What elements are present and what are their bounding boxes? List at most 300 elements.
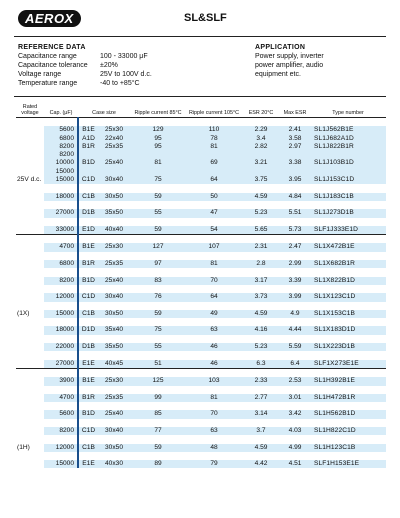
case-code-cell bbox=[78, 252, 98, 260]
ripple-105-cell bbox=[186, 118, 242, 127]
capacitance-cell bbox=[44, 184, 78, 192]
voltage-cell: (1H) bbox=[16, 444, 44, 452]
type-number-cell: SL1X153C1B bbox=[310, 310, 386, 318]
voltage-cell bbox=[16, 193, 44, 201]
max-esr-cell: 2.47 bbox=[280, 243, 310, 251]
capacitance-cell: 15000 bbox=[44, 176, 78, 184]
ripple-85-cell bbox=[130, 285, 186, 293]
case-code-cell: E1D bbox=[78, 226, 98, 235]
table-row bbox=[16, 419, 386, 427]
capacitance-cell: 8200 bbox=[44, 427, 78, 435]
capacitance-cell bbox=[44, 452, 78, 460]
capacitance-cell: 15000 bbox=[44, 460, 78, 468]
ripple-105-cell: 69 bbox=[186, 159, 242, 167]
ripple-85-cell bbox=[130, 201, 186, 209]
capacitance-cell bbox=[44, 335, 78, 343]
case-size-cell: 25x35 bbox=[98, 394, 130, 402]
esr-cell: 2.31 bbox=[242, 243, 280, 251]
col-case-size: Case size bbox=[78, 100, 130, 118]
max-esr-cell: 6.4 bbox=[280, 360, 310, 369]
type-number-cell: SL1H392B1E bbox=[310, 377, 386, 385]
case-size-cell: 35x50 bbox=[98, 343, 130, 351]
case-code-cell bbox=[78, 302, 98, 310]
reference-row: Temperature range -40 to +85°C bbox=[18, 80, 140, 87]
ripple-85-cell: 75 bbox=[130, 326, 186, 334]
ripple-85-cell: 76 bbox=[130, 293, 186, 301]
case-code-cell: B1E bbox=[78, 243, 98, 251]
max-esr-cell: 4.03 bbox=[280, 427, 310, 435]
ripple-85-cell bbox=[130, 452, 186, 460]
case-code-cell: C1D bbox=[78, 176, 98, 184]
max-esr-cell: 4.9 bbox=[280, 310, 310, 318]
ripple-85-cell: 59 bbox=[130, 226, 186, 235]
max-esr-cell: 3.58 bbox=[280, 135, 310, 143]
voltage-cell bbox=[16, 209, 44, 217]
esr-cell: 2.8 bbox=[242, 260, 280, 268]
voltage-cell bbox=[16, 318, 44, 326]
case-size-cell: 30x50 bbox=[98, 444, 130, 452]
esr-cell: 2.29 bbox=[242, 126, 280, 134]
type-number-cell: SLF1J333E1D bbox=[310, 226, 386, 235]
esr-cell: 3.75 bbox=[242, 176, 280, 184]
capacitance-cell: 27000 bbox=[44, 209, 78, 217]
capacitance-cell: 6800 bbox=[44, 260, 78, 268]
table-row bbox=[16, 209, 386, 217]
ripple-105-cell: 63 bbox=[186, 326, 242, 334]
ripple-85-cell: 77 bbox=[130, 427, 186, 435]
ripple-105-cell bbox=[186, 268, 242, 276]
table-row bbox=[16, 143, 386, 151]
max-esr-cell: 4.84 bbox=[280, 193, 310, 201]
case-size-cell: 30x50 bbox=[98, 193, 130, 201]
type-number-cell bbox=[310, 118, 386, 127]
col-type-number: Type number bbox=[310, 100, 386, 118]
table-row bbox=[16, 159, 386, 167]
ripple-85-cell: 81 bbox=[130, 159, 186, 167]
esr-cell: 4.59 bbox=[242, 193, 280, 201]
voltage-cell bbox=[16, 368, 44, 377]
esr-cell: 3.17 bbox=[242, 277, 280, 285]
type-number-cell: SL1J682A1D bbox=[310, 135, 386, 143]
esr-cell: 2.82 bbox=[242, 143, 280, 151]
type-number-cell bbox=[310, 168, 386, 176]
table-row bbox=[16, 243, 386, 251]
table-row bbox=[16, 335, 386, 343]
case-code-cell bbox=[78, 452, 98, 460]
capacitance-cell: 5600 bbox=[44, 126, 78, 134]
ripple-85-cell: 51 bbox=[130, 360, 186, 369]
case-size-cell bbox=[98, 201, 130, 209]
case-size-cell bbox=[98, 285, 130, 293]
max-esr-cell: 3.38 bbox=[280, 159, 310, 167]
case-code-cell: C1B bbox=[78, 310, 98, 318]
esr-cell: 5.23 bbox=[242, 343, 280, 351]
type-number-cell: SL1H123C1B bbox=[310, 444, 386, 452]
col-ripple-105: Ripple current 105°C bbox=[186, 100, 242, 118]
type-number-cell bbox=[310, 151, 386, 159]
type-number-cell bbox=[310, 386, 386, 394]
application-line: power amplifier, audio bbox=[255, 62, 324, 69]
ripple-105-cell: 79 bbox=[186, 460, 242, 468]
ripple-105-cell bbox=[186, 402, 242, 410]
case-code-cell: B1D bbox=[78, 277, 98, 285]
ripple-105-cell: 107 bbox=[186, 243, 242, 251]
esr-cell: 3.7 bbox=[242, 427, 280, 435]
case-size-cell bbox=[98, 218, 130, 226]
ripple-85-cell: 59 bbox=[130, 310, 186, 318]
esr-cell bbox=[242, 168, 280, 176]
case-code-cell bbox=[78, 368, 98, 377]
voltage-cell bbox=[16, 285, 44, 293]
ripple-105-cell: 70 bbox=[186, 410, 242, 418]
case-size-cell bbox=[98, 268, 130, 276]
ripple-85-cell: 59 bbox=[130, 444, 186, 452]
ripple-85-cell bbox=[130, 151, 186, 159]
esr-cell: 6.3 bbox=[242, 360, 280, 369]
voltage-cell bbox=[16, 218, 44, 226]
ripple-85-cell bbox=[130, 335, 186, 343]
capacitance-cell bbox=[44, 268, 78, 276]
capacitance-cell bbox=[44, 302, 78, 310]
type-number-cell bbox=[310, 218, 386, 226]
esr-cell: 2.33 bbox=[242, 377, 280, 385]
case-code-cell bbox=[78, 351, 98, 359]
case-code-cell: D1B bbox=[78, 209, 98, 217]
voltage-cell bbox=[16, 410, 44, 418]
type-number-cell: SL1J562B1E bbox=[310, 126, 386, 134]
ripple-105-cell: 70 bbox=[186, 277, 242, 285]
table-row bbox=[16, 452, 386, 460]
voltage-cell bbox=[16, 201, 44, 209]
case-code-cell bbox=[78, 168, 98, 176]
max-esr-cell bbox=[280, 118, 310, 127]
capacitance-cell bbox=[44, 419, 78, 427]
application-heading: APPLICATION bbox=[255, 44, 306, 51]
type-number-cell: SL1H562B1D bbox=[310, 410, 386, 418]
case-code-cell: E1E bbox=[78, 460, 98, 468]
esr-cell bbox=[242, 235, 280, 244]
esr-cell: 3.4 bbox=[242, 135, 280, 143]
type-number-cell: SL1X682B1R bbox=[310, 260, 386, 268]
type-number-cell bbox=[310, 368, 386, 377]
ripple-85-cell bbox=[130, 118, 186, 127]
max-esr-cell bbox=[280, 268, 310, 276]
capacitance-cell: 6800 bbox=[44, 135, 78, 143]
voltage-cell bbox=[16, 427, 44, 435]
case-code-cell bbox=[78, 285, 98, 293]
esr-cell: 3.14 bbox=[242, 410, 280, 418]
ripple-85-cell: 85 bbox=[130, 410, 186, 418]
table-row bbox=[16, 302, 386, 310]
max-esr-cell bbox=[280, 435, 310, 443]
type-number-cell bbox=[310, 252, 386, 260]
esr-cell: 5.23 bbox=[242, 209, 280, 217]
table-row bbox=[16, 193, 386, 201]
voltage-cell bbox=[16, 226, 44, 235]
max-esr-cell bbox=[280, 201, 310, 209]
table-row bbox=[16, 368, 386, 377]
ripple-105-cell bbox=[186, 318, 242, 326]
case-code-cell: C1B bbox=[78, 193, 98, 201]
ripple-85-cell: 55 bbox=[130, 209, 186, 217]
esr-cell bbox=[242, 318, 280, 326]
case-size-cell: 40x40 bbox=[98, 226, 130, 235]
case-size-cell: 40x45 bbox=[98, 360, 130, 369]
case-code-cell: B1E bbox=[78, 377, 98, 385]
max-esr-cell bbox=[280, 218, 310, 226]
case-code-cell bbox=[78, 435, 98, 443]
col-ripple-85: Ripple current 85°C bbox=[130, 100, 186, 118]
case-code-cell bbox=[78, 318, 98, 326]
esr-cell bbox=[242, 201, 280, 209]
capacitance-cell bbox=[44, 351, 78, 359]
ripple-85-cell: 99 bbox=[130, 394, 186, 402]
type-number-cell: SLF1X273E1E bbox=[310, 360, 386, 369]
type-number-cell bbox=[310, 302, 386, 310]
table-row bbox=[16, 218, 386, 226]
voltage-cell bbox=[16, 377, 44, 385]
type-number-cell bbox=[310, 318, 386, 326]
ripple-105-cell bbox=[186, 151, 242, 159]
ripple-85-cell bbox=[130, 318, 186, 326]
ripple-105-cell: 78 bbox=[186, 135, 242, 143]
table-row bbox=[16, 444, 386, 452]
ripple-105-cell bbox=[186, 168, 242, 176]
table-row bbox=[16, 360, 386, 369]
col-esr: ESR 20°C bbox=[242, 100, 280, 118]
max-esr-cell: 2.99 bbox=[280, 260, 310, 268]
case-size-cell: 40x30 bbox=[98, 460, 130, 468]
esr-cell: 4.59 bbox=[242, 444, 280, 452]
voltage-cell bbox=[16, 260, 44, 268]
voltage-cell bbox=[16, 435, 44, 443]
type-number-cell: SL1J822B1R bbox=[310, 143, 386, 151]
max-esr-cell bbox=[280, 285, 310, 293]
type-number-cell: SL1X183D1D bbox=[310, 326, 386, 334]
case-size-cell: 25x30 bbox=[98, 377, 130, 385]
voltage-cell bbox=[16, 277, 44, 285]
max-esr-cell: 5.73 bbox=[280, 226, 310, 235]
esr-cell bbox=[242, 302, 280, 310]
case-code-cell: C1D bbox=[78, 427, 98, 435]
ripple-105-cell: 46 bbox=[186, 343, 242, 351]
case-size-cell: 30x40 bbox=[98, 293, 130, 301]
esr-cell: 3.73 bbox=[242, 293, 280, 301]
voltage-cell bbox=[16, 184, 44, 192]
case-size-cell bbox=[98, 118, 130, 127]
table-row bbox=[16, 285, 386, 293]
esr-cell bbox=[242, 386, 280, 394]
case-size-cell: 25x30 bbox=[98, 243, 130, 251]
ripple-105-cell bbox=[186, 452, 242, 460]
table-header-row bbox=[16, 100, 386, 118]
ripple-105-cell: 81 bbox=[186, 260, 242, 268]
case-code-cell bbox=[78, 201, 98, 209]
esr-cell bbox=[242, 335, 280, 343]
aerox-logo: AEROX bbox=[18, 10, 81, 27]
case-code-cell bbox=[78, 118, 98, 127]
col-rated-voltage: Rated voltage bbox=[16, 100, 44, 118]
case-size-cell: 30x50 bbox=[98, 310, 130, 318]
case-size-cell bbox=[98, 318, 130, 326]
case-size-cell bbox=[98, 402, 130, 410]
max-esr-cell bbox=[280, 235, 310, 244]
table-row bbox=[16, 260, 386, 268]
voltage-cell bbox=[16, 452, 44, 460]
table-row bbox=[16, 351, 386, 359]
ripple-105-cell bbox=[186, 386, 242, 394]
max-esr-cell bbox=[280, 351, 310, 359]
max-esr-cell bbox=[280, 419, 310, 427]
max-esr-cell bbox=[280, 386, 310, 394]
ripple-85-cell bbox=[130, 419, 186, 427]
max-esr-cell: 4.44 bbox=[280, 326, 310, 334]
type-number-cell: SL1J153C1D bbox=[310, 176, 386, 184]
max-esr-cell: 4.51 bbox=[280, 460, 310, 468]
capacitance-cell: 12000 bbox=[44, 293, 78, 301]
voltage-cell bbox=[16, 243, 44, 251]
voltage-cell bbox=[16, 402, 44, 410]
ripple-85-cell bbox=[130, 252, 186, 260]
table-row bbox=[16, 293, 386, 301]
max-esr-cell bbox=[280, 368, 310, 377]
max-esr-cell bbox=[280, 151, 310, 159]
type-number-cell bbox=[310, 435, 386, 443]
case-size-cell: 30x40 bbox=[98, 176, 130, 184]
case-size-cell bbox=[98, 184, 130, 192]
type-number-cell: SL1X472B1E bbox=[310, 243, 386, 251]
type-number-cell bbox=[310, 452, 386, 460]
table-row bbox=[16, 427, 386, 435]
max-esr-cell: 3.01 bbox=[280, 394, 310, 402]
max-esr-cell: 5.51 bbox=[280, 209, 310, 217]
table-row bbox=[16, 460, 386, 468]
col-max-esr: Max ESR bbox=[280, 100, 310, 118]
ripple-85-cell: 55 bbox=[130, 343, 186, 351]
case-code-cell: B1D bbox=[78, 159, 98, 167]
ripple-105-cell: 64 bbox=[186, 293, 242, 301]
ripple-105-cell: 54 bbox=[186, 226, 242, 235]
reference-data bbox=[18, 43, 208, 88]
ripple-105-cell: 63 bbox=[186, 427, 242, 435]
type-number-cell bbox=[310, 285, 386, 293]
table-row bbox=[16, 252, 386, 260]
type-number-cell bbox=[310, 419, 386, 427]
max-esr-cell: 5.59 bbox=[280, 343, 310, 351]
case-size-cell bbox=[98, 168, 130, 176]
capacitance-cell bbox=[44, 218, 78, 226]
voltage-cell: 25V d.c. bbox=[16, 176, 44, 184]
esr-cell: 3.21 bbox=[242, 159, 280, 167]
case-size-cell: 25x40 bbox=[98, 277, 130, 285]
type-number-cell: SL1H822C1D bbox=[310, 427, 386, 435]
case-size-cell bbox=[98, 235, 130, 244]
table-row bbox=[16, 201, 386, 209]
table-row bbox=[16, 435, 386, 443]
reference-heading: REFERENCE DATA bbox=[18, 44, 86, 51]
esr-cell: 4.42 bbox=[242, 460, 280, 468]
capacitance-cell: 15000 bbox=[44, 168, 78, 176]
ripple-105-cell: 48 bbox=[186, 444, 242, 452]
ripple-85-cell bbox=[130, 235, 186, 244]
table-row bbox=[16, 410, 386, 418]
case-code-cell bbox=[78, 268, 98, 276]
reference-row: Capacitance tolerance ±20% bbox=[18, 62, 118, 69]
case-size-cell: 25x30 bbox=[98, 126, 130, 134]
case-size-cell bbox=[98, 452, 130, 460]
voltage-cell bbox=[16, 302, 44, 310]
esr-cell bbox=[242, 268, 280, 276]
ripple-105-cell bbox=[186, 368, 242, 377]
ripple-105-cell bbox=[186, 218, 242, 226]
case-code-cell: E1E bbox=[78, 360, 98, 369]
ripple-105-cell: 64 bbox=[186, 176, 242, 184]
case-size-cell: 25x40 bbox=[98, 410, 130, 418]
case-code-cell: C1B bbox=[78, 444, 98, 452]
case-size-cell: 35x50 bbox=[98, 209, 130, 217]
table-row bbox=[16, 135, 386, 143]
max-esr-cell: 3.42 bbox=[280, 410, 310, 418]
case-size-cell bbox=[98, 435, 130, 443]
voltage-cell bbox=[16, 159, 44, 167]
max-esr-cell bbox=[280, 184, 310, 192]
col-capacitance: Cap. (μF) bbox=[44, 100, 78, 118]
type-number-cell bbox=[310, 201, 386, 209]
ripple-105-cell bbox=[186, 435, 242, 443]
table-row bbox=[16, 318, 386, 326]
type-number-cell bbox=[310, 351, 386, 359]
case-size-cell bbox=[98, 419, 130, 427]
ripple-105-cell bbox=[186, 302, 242, 310]
voltage-cell bbox=[16, 143, 44, 151]
capacitance-cell bbox=[44, 368, 78, 377]
voltage-cell bbox=[16, 135, 44, 143]
type-number-cell bbox=[310, 335, 386, 343]
case-code-cell: B1R bbox=[78, 260, 98, 268]
ripple-85-cell: 95 bbox=[130, 143, 186, 151]
voltage-cell bbox=[16, 335, 44, 343]
table-row bbox=[16, 151, 386, 159]
capacitance-cell bbox=[44, 201, 78, 209]
table-row bbox=[16, 402, 386, 410]
voltage-cell bbox=[16, 386, 44, 394]
max-esr-cell: 2.53 bbox=[280, 377, 310, 385]
ripple-85-cell: 83 bbox=[130, 277, 186, 285]
case-code-cell bbox=[78, 386, 98, 394]
ripple-85-cell: 129 bbox=[130, 126, 186, 134]
application-line: equipment etc. bbox=[255, 71, 301, 78]
max-esr-cell bbox=[280, 302, 310, 310]
ripple-85-cell bbox=[130, 168, 186, 176]
case-code-cell: B1D bbox=[78, 410, 98, 418]
capacitance-cell: 10000 bbox=[44, 159, 78, 167]
esr-cell bbox=[242, 285, 280, 293]
table-row bbox=[16, 168, 386, 176]
case-code-cell: D1D bbox=[78, 326, 98, 334]
case-size-cell bbox=[98, 151, 130, 159]
capacitance-cell: 15000 bbox=[44, 310, 78, 318]
case-size-cell: 35x40 bbox=[98, 326, 130, 334]
case-size-cell bbox=[98, 386, 130, 394]
esr-cell bbox=[242, 435, 280, 443]
voltage-cell bbox=[16, 419, 44, 427]
ripple-85-cell: 97 bbox=[130, 260, 186, 268]
case-code-cell: B1R bbox=[78, 143, 98, 151]
capacitance-cell: 5600 bbox=[44, 410, 78, 418]
ripple-85-cell bbox=[130, 435, 186, 443]
esr-cell: 4.59 bbox=[242, 310, 280, 318]
application-line: Power supply, inverter bbox=[255, 53, 324, 60]
